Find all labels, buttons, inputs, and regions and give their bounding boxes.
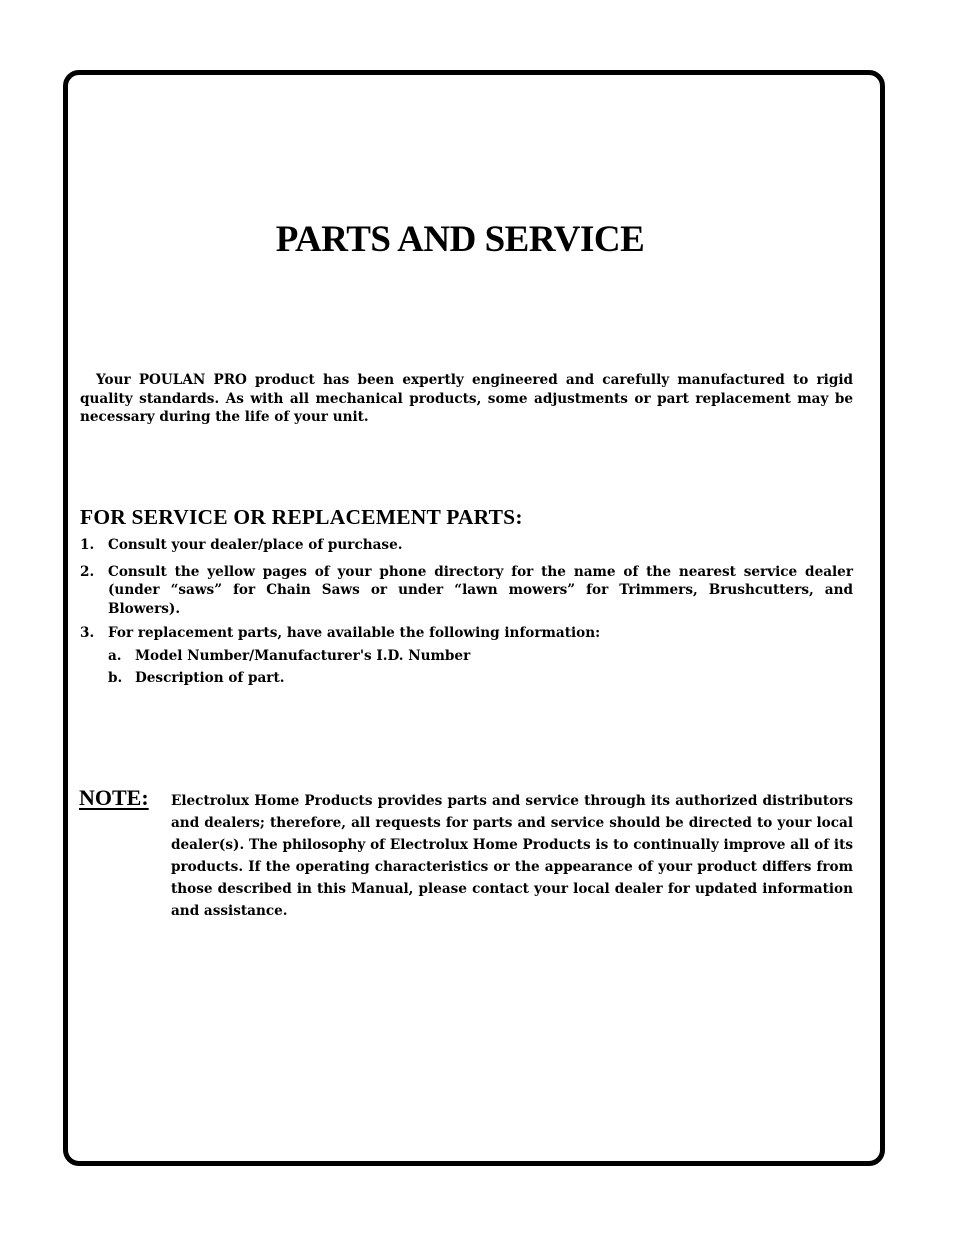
list-item-number: 3.	[80, 625, 95, 641]
intro-paragraph: Your POULAN PRO product has been expertly engineered and carefully manufactured to rigid quality standards. As with all mechanical products, some adjustments or part replacement may be necessary during the life of your unit.	[80, 372, 853, 425]
sub-list-item	[108, 647, 470, 666]
service-steps-list	[80, 536, 853, 649]
note-text: Electrolux Home Products provides parts and service through its authorized distributors and dealers; therefore, all requests for parts and service should be directed to your local dealer(s). The philosophy of Electrolux Home Products is to continually improve all of its products. If the operating characteristics or the appearance of your product differs from those described in this Manual, please contact your local dealer for updated information and assistance.	[171, 793, 853, 919]
list-item-text: For replacement parts, have available the following information:	[108, 625, 601, 641]
sub-list-item	[108, 669, 470, 688]
list-item-number: 1.	[80, 537, 95, 553]
sub-list-item-text: Description of part.	[135, 670, 285, 686]
list-item-text: Consult the yellow pages of your phone directory for the name of the nearest service dealer (under “saws” for Chain Saws or under “lawn mowers” for Trimmers, Brushcutters, and Blowers).	[108, 563, 853, 617]
required-info-list	[108, 647, 470, 691]
service-section-heading: FOR SERVICE OR REPLACEMENT PARTS:	[80, 505, 523, 529]
list-item-number: 2.	[80, 563, 95, 580]
page-title: PARTS AND SERVICE	[275, 219, 645, 260]
sub-list-item-text: Model Number/Manufacturer's I.D. Number	[135, 648, 471, 664]
sub-list-item-letter: a.	[108, 648, 122, 664]
list-item	[80, 563, 853, 619]
list-item-text: Consult your dealer/place of purchase.	[108, 537, 403, 553]
note-label: NOTE:	[79, 785, 149, 810]
list-item	[80, 624, 853, 643]
sub-list-item-letter: b.	[108, 670, 123, 686]
list-item	[80, 536, 853, 555]
